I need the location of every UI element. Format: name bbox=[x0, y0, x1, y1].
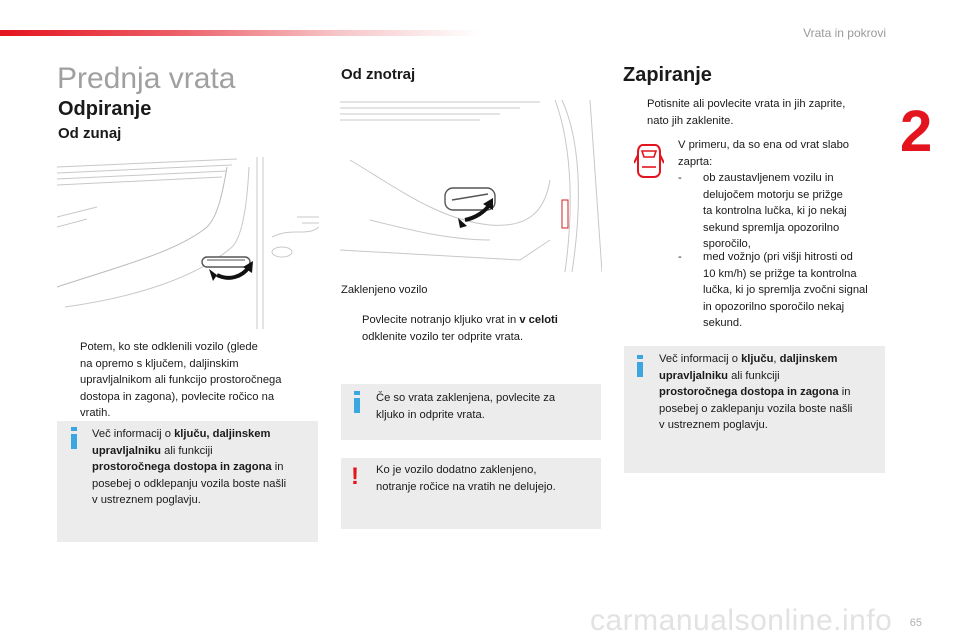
page-number: 65 bbox=[909, 617, 922, 629]
header-accent-bar bbox=[0, 30, 480, 36]
caption-locked-vehicle: Zaklenjeno vozilo bbox=[341, 284, 428, 296]
closing-instruction: Potisnite ali povlecite vrata in jih zaprite, nato jih zaklenite. bbox=[647, 98, 846, 127]
closing-note-item1: ob zaustavljenem vozilu in delujočem motorju se prižge ta kontrolna lučka, ki jo nekaj sekund spremlja opozorilno sporočilo, bbox=[703, 172, 847, 250]
warning-text: Ko je vozilo dodatno zaklenjeno, notranje ročice na vratih ne delujejo. bbox=[376, 464, 556, 493]
section-title-opening: Odpiranje bbox=[58, 98, 152, 120]
note-dash: - bbox=[678, 172, 682, 184]
chapter-number: 2 bbox=[900, 99, 933, 164]
pull-arrow-icon bbox=[217, 267, 249, 278]
info-icon bbox=[71, 427, 77, 449]
inside-instruction: Povlecite notranjo kljuko vrat in v celoti odklenite vozilo ter odprite vrata. bbox=[362, 314, 558, 343]
closing-note-intro: V primeru, da so ena od vrat slabo zaprta: bbox=[678, 139, 850, 168]
info-text-right: Več informacij o ključu, daljinskem upravljalniku ali funkciji prostoročnega dostopa in zagona in posebej o zaklepanju vozila boste našli v ustreznem poglavju. bbox=[659, 353, 853, 431]
subsection-title-outside: Od zunaj bbox=[58, 125, 122, 142]
section-title-inside: Od znotraj bbox=[341, 66, 416, 83]
info-icon bbox=[354, 391, 360, 413]
note-dash: - bbox=[678, 251, 682, 263]
section-title-closing: Zapiranje bbox=[623, 64, 712, 86]
closing-note-item2: med vožnjo (pri višji hitrosti od 10 km/h) se prižge ta kontrolna lučka, ki jo spremlja zvočni signal in opozorilno sporočilo nekaj sekund. bbox=[703, 251, 868, 329]
info-text-left: Več informacij o ključu, daljinskem upravljalniku ali funkciji prostoročnega dostopa in zagona in posebej o odklepanju vozila boste našli v ustreznem poglavju. bbox=[92, 428, 287, 506]
info-text-middle: Če so vrata zaklenjena, povlecite za kljuko in odprite vrata. bbox=[376, 392, 556, 421]
info-icon bbox=[637, 355, 643, 377]
door-outside-illustration bbox=[57, 157, 319, 329]
page-title: Prednja vrata bbox=[57, 62, 236, 95]
watermark: carmanualsonline.info bbox=[590, 604, 893, 637]
chapter-title: Vrata in pokrovi bbox=[803, 26, 886, 40]
door-inside-illustration bbox=[340, 100, 602, 272]
door-open-warning-lamp-icon bbox=[634, 143, 664, 179]
outside-instruction: Potem, ko ste odklenili vozilo (glede na opremo s ključem, daljinskim upravljalnikom ali funkcijo prostoročnega dostopa in zagona), povlecite ročico na vratih. bbox=[80, 341, 282, 419]
door-handle-icon bbox=[202, 257, 250, 267]
warning-icon: ! bbox=[351, 463, 359, 490]
